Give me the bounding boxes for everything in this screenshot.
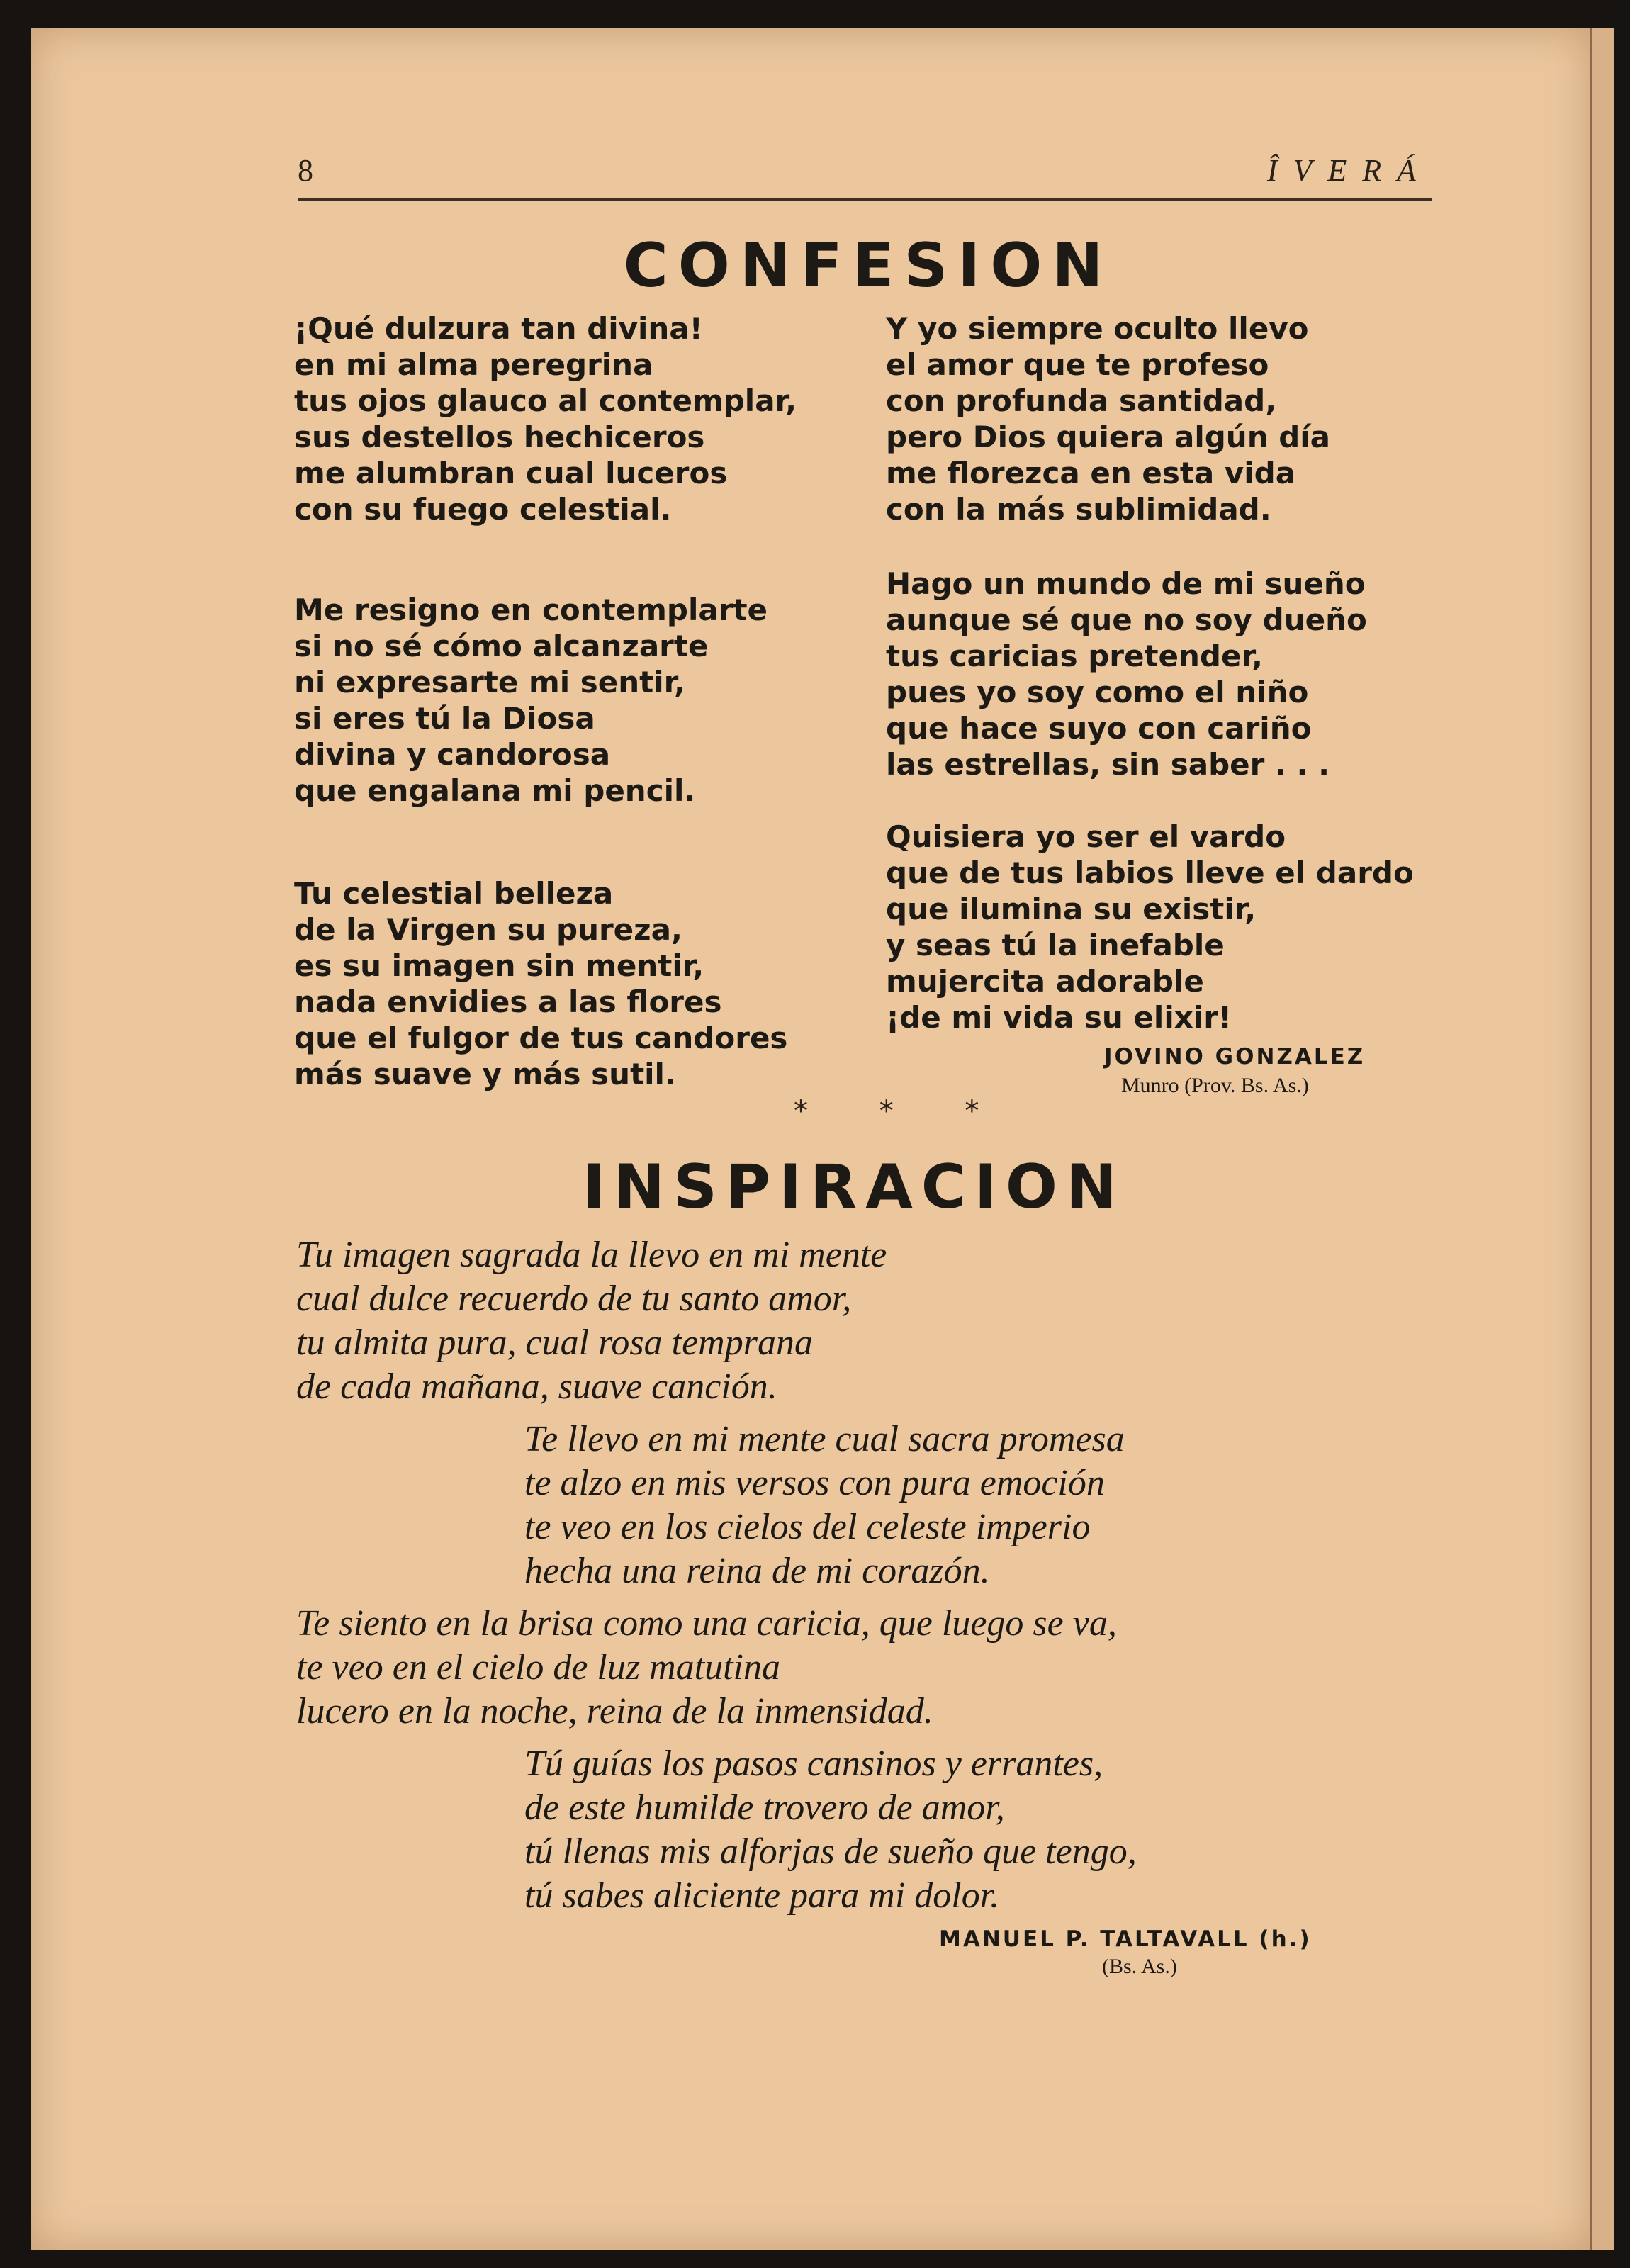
verse-line: de la Virgen su pureza,	[294, 912, 682, 947]
verse-line: con la más sublimidad.	[886, 492, 1271, 527]
verse-line: pero Dios quiera algún día	[886, 420, 1331, 454]
verse-line: de cada mañana, suave canción.	[296, 1366, 777, 1407]
poem-title-inspiracion: INSPIRACION	[583, 1152, 1125, 1223]
verse-line: que el fulgor de tus candores	[294, 1021, 788, 1055]
verse-line: que de tus labios lleve el dardo	[886, 855, 1414, 890]
verse-line: Te siento en la brisa como una caricia, que luego se va,	[296, 1603, 1117, 1644]
inspiracion-author: MANUEL P. TALTAVALL (h.)	[939, 1926, 1312, 1952]
verse-line: ¡Qué dulzura tan divina!	[294, 311, 703, 346]
verse-line: te veo en el cielo de luz matutina	[296, 1647, 781, 1688]
poem-title-confesion: CONFESION	[623, 230, 1113, 301]
verse-line: Te llevo en mi mente cual sacra promesa	[524, 1419, 1125, 1459]
confesion-stanza-1	[294, 310, 797, 527]
verse-line: que ilumina su existir,	[886, 892, 1257, 926]
confesion-stanza-4	[886, 310, 1330, 527]
verse-line: que hace suyo con cariño	[886, 711, 1312, 746]
verse-line: es su imagen sin mentir,	[294, 948, 704, 983]
verse-line: lucero en la noche, reina de la inmensidad.	[296, 1691, 933, 1731]
verse-line: tus ojos glauco al contemplar,	[294, 383, 797, 418]
verse-line: si no sé cómo alcanzarte	[294, 629, 709, 663]
magazine-title: ÎVERÁ	[1266, 153, 1432, 188]
inspiracion-stanza-1	[296, 1233, 887, 1409]
verse-line: el amor que te profeso	[886, 347, 1269, 382]
verse-line: más suave y más sutil.	[294, 1057, 676, 1091]
verse-line: que engalana mi pencil.	[294, 773, 696, 808]
verse-line: mujercita adorable	[886, 964, 1204, 999]
verse-line: tu almita pura, cual rosa temprana	[296, 1323, 813, 1363]
confesion-stanza-6	[886, 819, 1414, 1035]
inspiracion-stanza-2	[524, 1418, 1125, 1593]
verse-line: ¡de mi vida su elixir!	[886, 1000, 1232, 1035]
verse-line: si eres tú la Diosa	[294, 701, 595, 736]
verse-line: Me resigno en contemplarte	[294, 593, 768, 627]
page-header	[298, 152, 1432, 195]
verse-line: cual dulce recuerdo de tu santo amor,	[296, 1279, 852, 1319]
verse-line: tú llenas mis alforjas de sueño que tengo,	[524, 1831, 1137, 1872]
inspiracion-place: (Bs. As.)	[1102, 1955, 1177, 1978]
verse-line: hecha una reina de mi corazón.	[524, 1551, 990, 1591]
verse-line: Tú guías los pasos cansinos y errantes,	[524, 1744, 1103, 1784]
verse-line: con su fuego celestial.	[294, 492, 672, 527]
section-separator: * * *	[794, 1095, 1011, 1128]
inspiracion-stanza-4	[524, 1742, 1137, 1918]
verse-line: pues yo soy como el niño	[886, 675, 1309, 709]
verse-line: ni expresarte mi sentir,	[294, 665, 686, 700]
next-page-edge	[1590, 28, 1614, 2250]
verse-line: divina y candorosa	[294, 737, 611, 772]
verse-line: me florezca en esta vida	[886, 456, 1296, 490]
verse-line: Hago un mundo de mi sueño	[886, 566, 1366, 601]
confesion-place: Munro (Prov. Bs. As.)	[1121, 1074, 1309, 1097]
verse-line: y seas tú la inefable	[886, 928, 1225, 962]
verse-line: sus destellos hechiceros	[294, 420, 705, 454]
verse-line: aunque sé que no soy dueño	[886, 602, 1367, 637]
confesion-author: JOVINO GONZALEZ	[1104, 1044, 1366, 1070]
verse-line: te alzo en mis versos con pura emoción	[524, 1463, 1105, 1503]
confesion-stanza-2	[294, 592, 768, 809]
verse-line: con profunda santidad,	[886, 383, 1277, 418]
verse-line: tú sabes aliciente para mi dolor.	[524, 1875, 1000, 1916]
verse-line: Tu imagen sagrada la llevo en mi mente	[296, 1235, 887, 1275]
verse-line: Y yo siempre oculto llevo	[886, 311, 1309, 346]
confesion-stanza-5	[886, 566, 1367, 782]
verse-line: Quisiera yo ser el vardo	[886, 819, 1286, 854]
header-rule	[298, 198, 1432, 201]
confesion-stanza-3	[294, 875, 787, 1092]
verse-line: nada envidies a las flores	[294, 984, 722, 1019]
verse-line: de este humilde trovero de amor,	[524, 1787, 1005, 1828]
verse-line: en mi alma peregrina	[294, 347, 653, 382]
verse-line: tus caricias pretender,	[886, 639, 1263, 673]
verse-line: Tu celestial belleza	[294, 876, 614, 911]
verse-line: te veo en los cielos del celeste imperio	[524, 1507, 1091, 1547]
inspiracion-stanza-3	[296, 1602, 1117, 1734]
page-number: 8	[298, 153, 313, 188]
verse-line: las estrellas, sin saber . . .	[886, 747, 1330, 782]
verse-line: me alumbran cual luceros	[294, 456, 728, 490]
